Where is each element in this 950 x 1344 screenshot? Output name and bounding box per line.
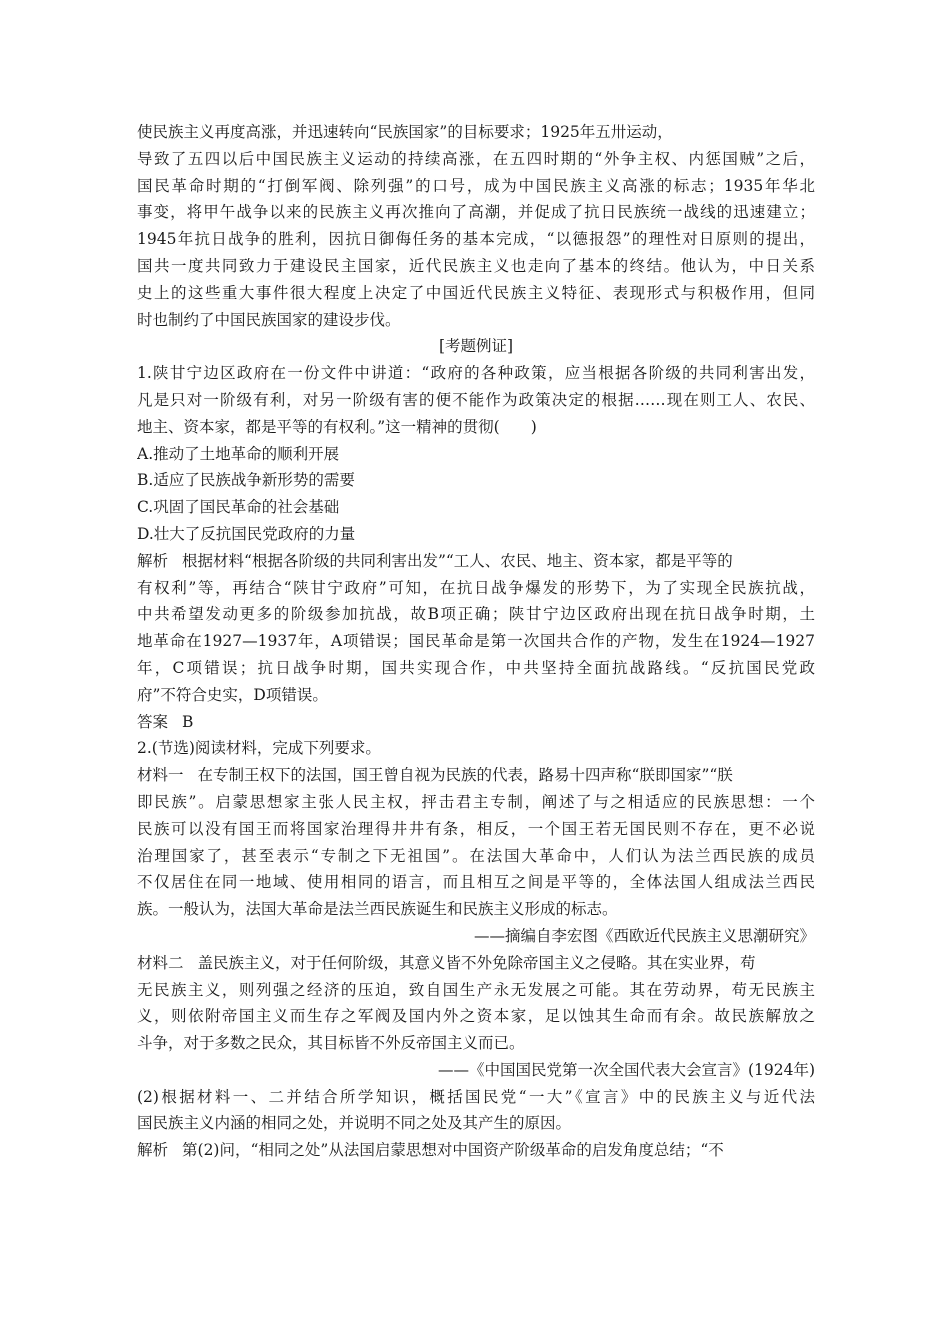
- text-line: 国民革命时期的“打倒军阀、除列强”的口号，成为中国民族主义高涨的标志；1935年华北: [137, 176, 815, 195]
- document-page: [137, 119, 815, 1164]
- question-1: [137, 360, 815, 735]
- text-line: 史上的这些重大事件很大程度上决定了中国近代民族主义特征、表现形式与积极作用，但同: [137, 283, 815, 302]
- answer-line: [137, 709, 815, 736]
- analysis-line: 地革命在1927—1937年，A项错误；国民革命是第一次国共合作的产物，发生在1924—1927: [137, 632, 815, 651]
- analysis-line: [137, 548, 815, 575]
- option-d: D.壮大了反抗国民党政府的力量: [137, 524, 356, 543]
- option-b: B.适应了民族战争新形势的需要: [137, 471, 355, 490]
- analysis-line: 年，C项错误；抗日战争时期，国共实现合作，中共坚持全面抗战路线。“反抗国民党政: [137, 658, 815, 677]
- material-line: 不仅居住在同一地域、使用相同的语言，而且相互之间是平等的，全体法国人组成法兰西民: [137, 873, 815, 892]
- answer-label: 答案: [137, 712, 169, 731]
- material-2-source: ——《中国国民党第一次全国代表大会宣言》(1924年): [437, 1060, 815, 1079]
- material-text: 在专制王权下的法国，国王曾自视为民族的代表，路易十四声称“朕即国家”“朕: [197, 766, 733, 785]
- intro-paragraph: [137, 119, 815, 333]
- text-line: 导致了五四以后中国民族主义运动的持续高涨，在五四时期的“外争主权、内惩国贼”之后，: [137, 149, 815, 168]
- material-line: 即民族”。启蒙思想家主张人民主权，抨击君主专制，阐述了与之相适应的民族思想：一个: [137, 792, 815, 811]
- text-line: 国共一度共同致力于建设民主国家，近代民族主义也走向了基本的终结。他认为，中日关系: [137, 256, 815, 275]
- material-line: 义，则依附帝国主义而生存之军阀及国内外之资本家，足以蚀其生命而有余。故民族解放之: [137, 1007, 815, 1026]
- analysis-text: 根据材料“根据各阶级的共同利害出发”“工人、农民、地主、资本家，都是平等的: [182, 551, 733, 570]
- text-line: 1945年抗日战争的胜利，因抗日御侮任务的基本完成，“以德报怨”的理性对日原则的提出，: [137, 230, 815, 249]
- analysis-label: 解析: [137, 1141, 169, 1160]
- material-1-source: ——摘编自李宏图《西欧近代民族主义思潮研究》: [473, 926, 815, 945]
- question-stem-line: 凡是只对一阶级有利，对另一阶级有害的便不能作为政策决定的根据……现在则工人、农民、: [137, 390, 815, 409]
- question-stem-line: 地主、资本家，都是平等的有权利。”这一精神的贯彻( ): [137, 417, 537, 436]
- analysis-line: 有权利”等，再结合“陕甘宁政府”可知，在抗日战争爆发的形势下，为了实现全民族抗战，: [137, 578, 815, 597]
- material-line: 斗争，对于多数之民众，其目标皆不外反帝国主义而已。: [137, 1034, 525, 1053]
- section-title: [考题例证]: [438, 337, 514, 356]
- material-line: 族。一般认为，法国大革命是法兰西民族诞生和民族主义形成的标志。: [137, 900, 618, 919]
- material-line: [137, 762, 815, 789]
- material-line: 民族可以没有国王而将国家治理得井井有条，相反，一个国王若无国民则不存在，更不必说: [137, 819, 815, 838]
- answer-value: B: [182, 712, 194, 731]
- text-line: 事变，将甲午战争以来的民族主义再次推向了高潮，并促成了抗日民族统一战线的迅速建立；: [137, 203, 815, 222]
- material-line: [137, 950, 815, 977]
- text-line: 时也制约了中国民族国家的建设步伐。: [137, 310, 401, 329]
- analysis-line: 中共希望发动更多的阶级参加抗战，故B项正确；陕甘宁边区政府出现在抗日战争时期，土: [137, 605, 815, 624]
- analysis-text: 第(2)问，“相同之处”从法国启蒙思想对中国资产阶级革命的启发角度总结；“不: [182, 1141, 724, 1160]
- analysis-label: 解析: [137, 551, 169, 570]
- material-line: 无民族主义，则列强之经济的压迫，致自国生产永无发展之可能。其在劳动界，苟无民族主: [137, 980, 815, 999]
- question-2: [137, 735, 815, 1164]
- material-line: 治理国家了，甚至表示“专制之下无祖国”。在法国大革命中，人们认为法兰西民族的成员: [137, 846, 815, 865]
- material-1-label: 材料一: [137, 766, 184, 785]
- question-stem-line: 2.(节选)阅读材料，完成下列要求。: [137, 739, 381, 758]
- option-a: A.推动了土地革命的顺利开展: [137, 444, 340, 463]
- material-2-label: 材料二: [137, 953, 184, 972]
- sub-question-line: 国民族主义内涵的相同之处，并说明不同之处及其产生的原因。: [137, 1114, 572, 1133]
- question-stem-line: 1.陕甘宁边区政府在一份文件中讲道：“政府的各种政策，应当根据各阶级的共同利害出发，: [137, 364, 815, 383]
- analysis-line: 府”不符合史实，D项错误。: [137, 685, 328, 704]
- material-text: 盖民族主义，对于任何阶级，其意义皆不外免除帝国主义之侵略。其在实业界，苟: [197, 953, 756, 972]
- sub-question-line: (2)根据材料一、二并结合所学知识，概括国民党“一大”《宣言》中的民族主义与近代法: [137, 1087, 815, 1106]
- text-line: 使民族主义再度高涨，并迅速转向“民族国家”的目标要求；1925年五卅运动，: [137, 123, 673, 141]
- analysis-line: [137, 1137, 815, 1164]
- option-c: C.巩固了国民革命的社会基础: [137, 498, 340, 517]
